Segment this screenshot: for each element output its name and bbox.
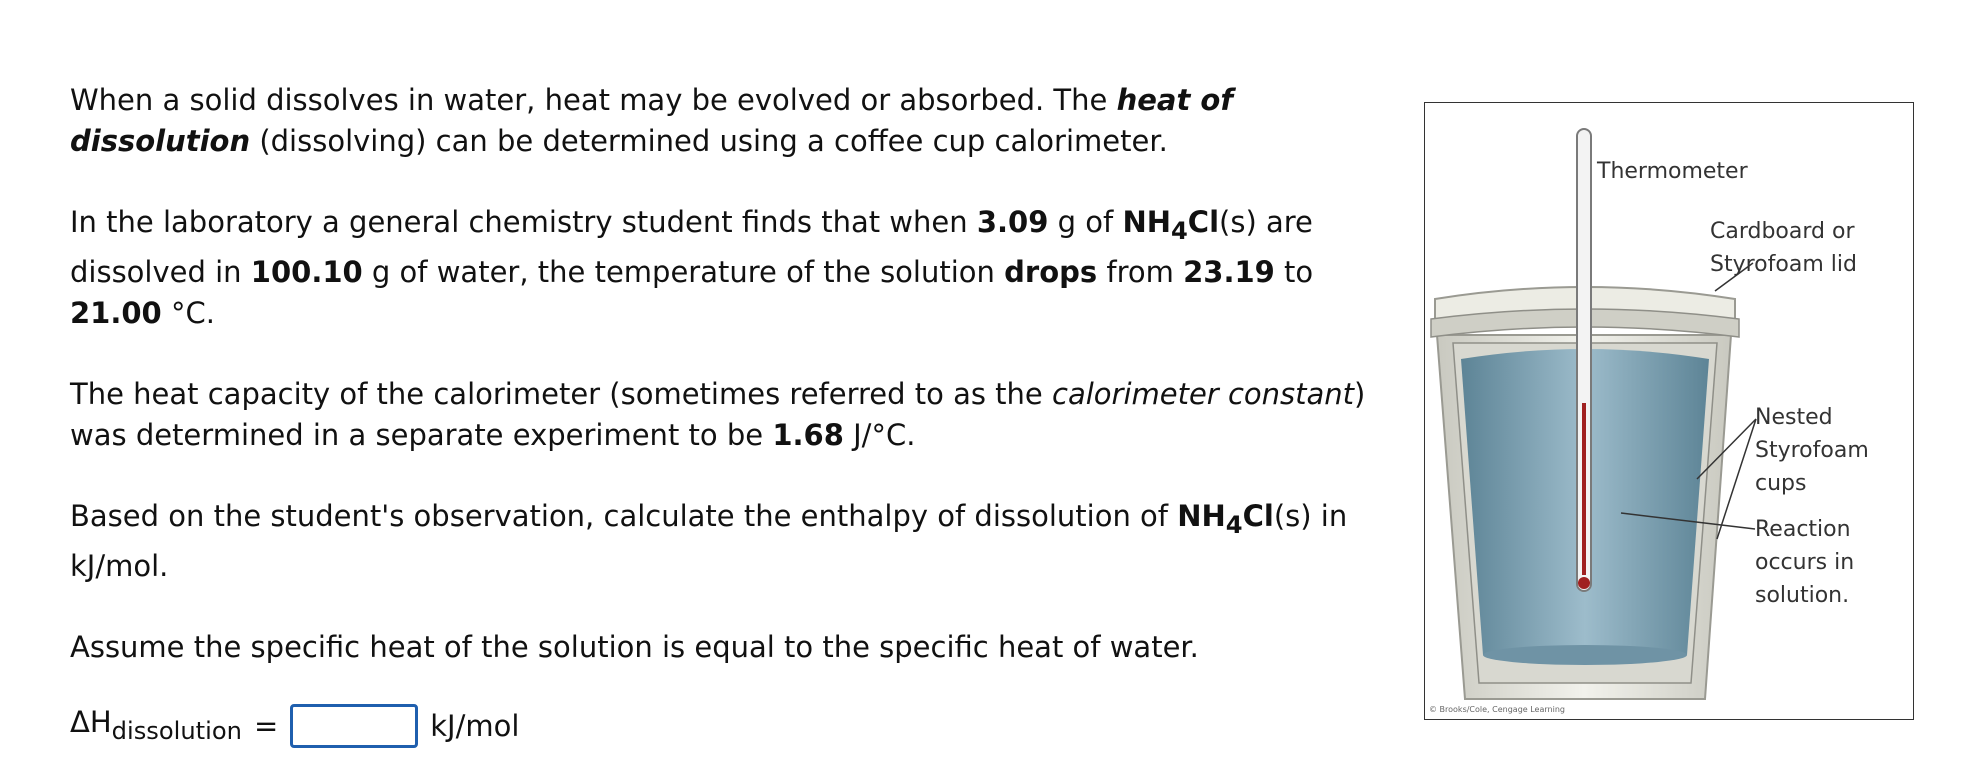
experiment-paragraph: In the laboratory a general chemistry student finds that when 3.09 g of $NH_4Cl(s)$ are dissolved in 100.10 g of water, the temperature of the solution drops from 23.19 to 21.00 °C. [70,205,1314,330]
enthalpy-answer-input[interactable] [290,704,418,748]
thermometer-bulb [1578,577,1590,589]
equals-sign: = [253,708,279,743]
compound-formula: $NH_4Cl$ [1177,498,1274,539]
calorimeter-constant-value: 1.68 [772,417,844,452]
label-thermometer: Thermometer [1597,159,1748,184]
label-nested-cups: Nested Styrofoam cups [1755,405,1869,496]
label-reaction: Reaction occurs in solution. [1755,517,1855,608]
calorimeter-figure [1424,102,1914,720]
temperature-direction: drops [1004,254,1098,289]
initial-temperature: 23.19 [1183,254,1275,289]
answer-label: $\Delta H_{dissolution}$ [70,704,242,745]
term-calorimeter-constant: calorimeter constant [1052,376,1355,411]
answer-unit: kJ/mol [430,708,520,743]
water-mass: 100.10 [250,254,363,289]
label-lid: Cardboard or Styrofoam lid [1710,219,1857,277]
calorimeter-paragraph: The heat capacity of the calorimeter (sometimes referred to as the calorimeter constant) was determined in a separate experiment to be 1.68 J/°C. [70,376,1366,452]
compound-formula: $NH_4Cl$ [1122,205,1220,245]
figure-credit: © Brooks/Cole, Cengage Learning [1429,705,1565,714]
solution-bottom [1483,645,1687,665]
task-paragraph: Based on the student's observation, calculate the enthalpy of dissolution of $NH_4Cl(s)$ in kJ/mol. [70,498,1348,583]
answer-row [70,702,1420,752]
final-temperature: 21.00 [70,295,162,330]
thermometer-column [1582,403,1586,575]
question-body [70,80,1420,751]
solute-mass: 3.09 [976,205,1049,239]
term-heat-of-dissolution: heat of dissolution [70,83,1233,158]
intro-paragraph: When a solid dissolves in water, heat may be evolved or absorbed. The heat of dissolution (dissolving) can be determined using a coffee cup calorimeter. [70,83,1233,158]
assumption-paragraph: Assume the specific heat of the solution is equal to the specific heat of water. [70,629,1199,664]
